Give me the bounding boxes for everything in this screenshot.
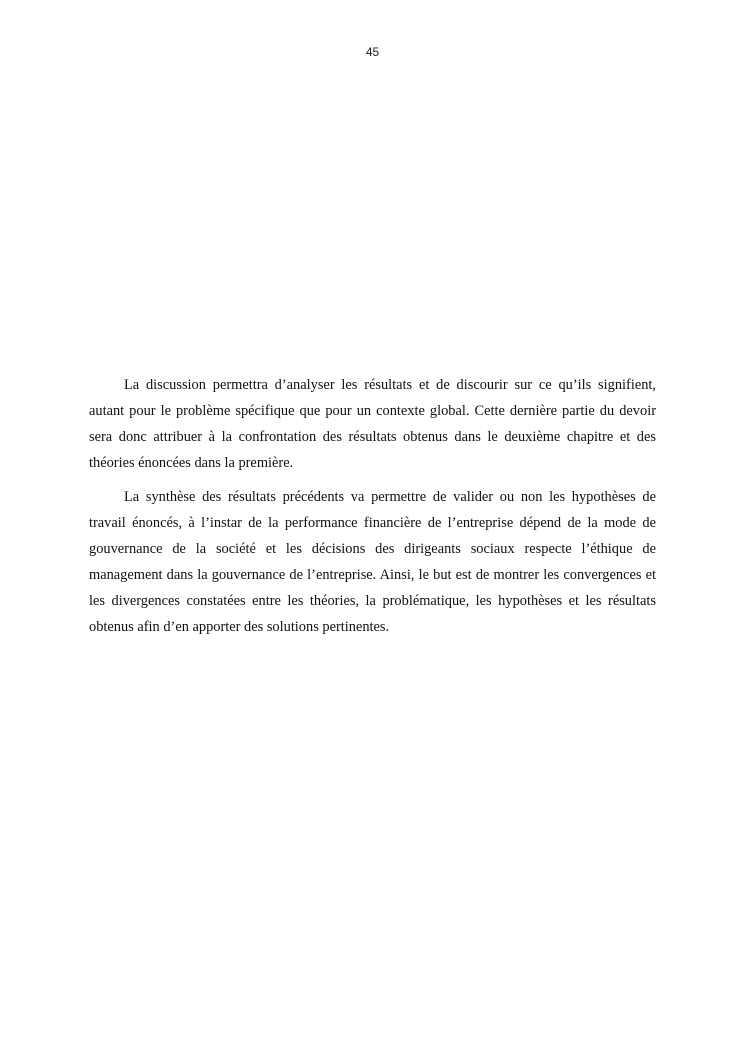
page-number: 45 — [365, 45, 380, 59]
paragraph-discussion: La discussion permettra d’analyser les résultats et de discourir sur ce qu’ils signifient, autant pour le problème spécifique que pour un contexte global. Cette dernière partie du devoir sera donc attribuer à la confrontation des résultats obtenus dans le deuxième chapitre et des théories énoncées dans la première. — [89, 377, 656, 471]
body-text — [89, 372, 656, 648]
paragraph-synthese: La synthèse des résultats précédents va permettre de valider ou non les hypothèses de travail énoncés, à l’instar de la performance financière de l’entreprise dépend de la mode de gouvernance de la société et les décisions des dirigeants sociaux respecte l’éthique de management dans la gouvernance de l’entreprise. Ainsi, le but est de montrer les convergences et les divergences constatées entre les théories, la problématique, les hypothèses et les résultats obtenus afin d’en apporter des solutions pertinentes. — [89, 489, 656, 635]
